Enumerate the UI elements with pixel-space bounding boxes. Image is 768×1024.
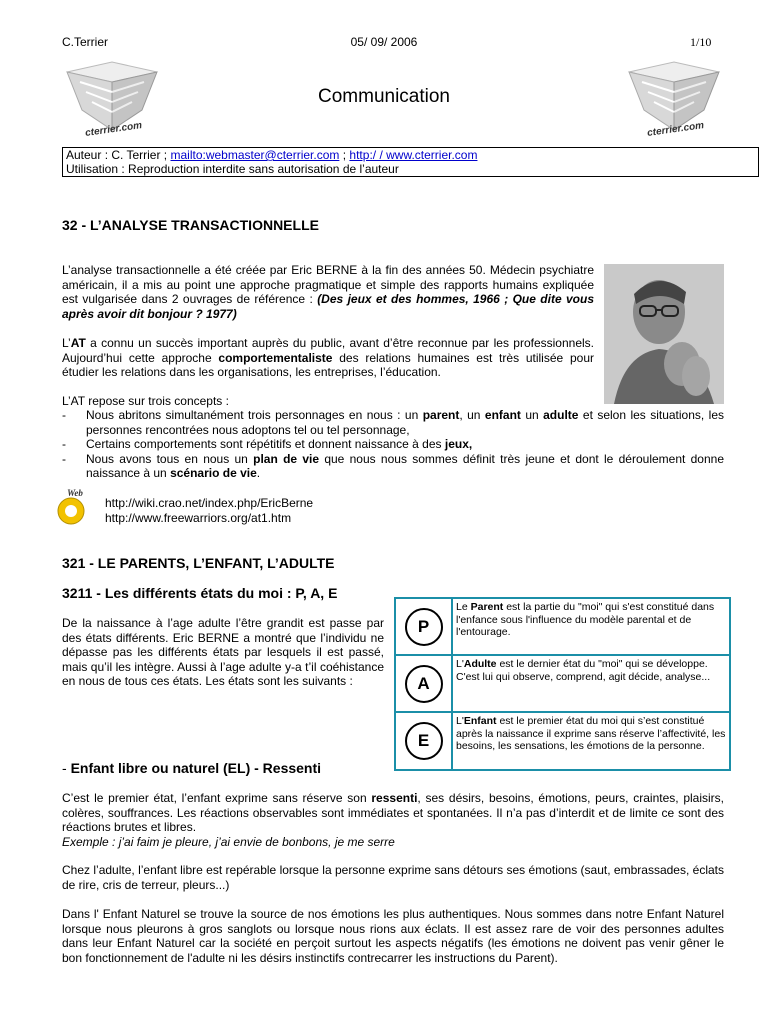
state-letter-p: P xyxy=(405,608,443,646)
enfant-libre-heading: - Enfant libre ou naturel (EL) - Ressenti xyxy=(62,760,322,776)
books-reference: (Des jeux et des hommes, 1966 ; Que dite vous après avoir dit bonjour ? 1977) xyxy=(62,292,595,321)
adult-child-paragraph: Chez l’adulte, l’enfant libre est repérable lorsque la personne exprime sans détours ses émotions (saut, embrassades, éclats de rire, cris de terreur, pleurs...) xyxy=(62,863,724,892)
concepts-list xyxy=(62,408,724,481)
usage-line: Utilisation : Reproduction interdite sans autorisation de l’auteur xyxy=(66,162,399,176)
document-title: Communication xyxy=(318,86,450,107)
state-letter-a: A xyxy=(405,665,443,703)
state-desc-child: L'Enfant est le premier état du moi qui s’est constitué après la naissance il exprime sans réserve l’affectivité, les besoins, les sensations, les émotions de la personne. xyxy=(456,715,726,752)
email-link[interactable]: mailto:webmaster@cterrier.com xyxy=(170,148,340,162)
eric-berne-photo xyxy=(604,264,724,404)
state-desc-parent: Le Parent est la partie du "moi" qui s'est constitué dans l'enfance sous l'influence du modèle parental et de l'entourage. xyxy=(456,601,715,638)
state-letter-e: E xyxy=(405,722,443,760)
state-row-adult xyxy=(396,656,729,713)
concepts-intro: L’AT repose sur trois concepts : xyxy=(62,394,229,408)
states-intro-paragraph: De la naissance à l’age adulte l’être grandit est passe par des états différents. Eric BERNE a montré que l’individu ne dépasse pas les différents états par lesquels il est passé, mais qu’il les intègre. Aussi à l’age adulte y-a t’il coéhistance en nous de tous ces états. Les états sont les suivants : xyxy=(62,616,384,688)
web-link-icon xyxy=(55,487,95,527)
author-info-box xyxy=(62,147,759,177)
header-date: 05/ 09/ 2006 xyxy=(350,35,418,49)
svg-text:Web: Web xyxy=(67,488,83,498)
section-321-heading: 321 - LE PARENTS, L’ENFANT, L’ADULTE xyxy=(62,555,335,571)
list-item: - Nous abritons simultanément trois personnages en nous : un parent, un enfant un adulte et selon les situations, les personnes rencontrées nous adoptons tel ou tel personnage, xyxy=(62,408,725,437)
link-separator: ; xyxy=(342,148,347,162)
header-author: C.Terrier xyxy=(62,35,109,49)
link-freewarriors[interactable]: http://www.freewarriors.org/at1.htm xyxy=(105,510,292,525)
svg-text:cterrier.com: cterrier.com xyxy=(84,120,143,139)
at-paragraph: L’AT a connu un succès important auprès du public, avant d’être reconnue par les professionnels. Aujourd’hui cette approche comportementaliste des relations humaines est très utilisée pour étudier les relations dans les organisations, les entreprises, l’éducation. xyxy=(62,336,594,379)
state-row-parent xyxy=(396,599,729,656)
natural-child-paragraph: Dans l' Enfant Naturel se trouve la source de nos émotions les plus authentiques. Nous sommes dans notre Enfant Naturel lorsque nous pleurons à gros sanglots ou lorsque nous rions aux éclats. Il est assez rare de voir des personnes adultes dans leur Enfant Naturel car la société en perçoit surtout les aspects négatifs (les émotions ne doivent pas venir gêner le bon fonctionnement de l'adulte ni les désirs instinctifs contrecarrer les instructions du Parent). xyxy=(62,907,724,965)
state-row-child xyxy=(396,713,729,769)
section-3211-heading: 3211 - Les différents états du moi : P, A, E xyxy=(62,585,338,601)
list-item: - Certains comportements sont répétitifs et donnent naissance à des jeux, xyxy=(62,437,473,451)
svg-text:cterrier.com: cterrier.com xyxy=(646,120,705,139)
reference-links xyxy=(105,496,313,525)
intro-paragraph: L’analyse transactionnelle a été créée par Eric BERNE à la fin des années 50. Médecin psychiatre américain, il a mis au point une approche pragmatique et simple des rapports humains expliquée est vulgarisée dans 2 ouvrages de référence : (Des jeux et des hommes, 1966 ; Que dite vous après avoir dit bonjour ? 1977) xyxy=(62,263,595,321)
link-wiki[interactable]: http://wiki.crao.net/index.php/EricBerne xyxy=(105,496,314,510)
enfant-libre-paragraph: C’est le premier état, l’enfant exprime sans réserve son ressenti, ses désirs, besoins, émotions, peurs, craintes, plaisirs, colères, souffrances. Les réactions observables sont immédiates et spontanées. Il n’a pas d’interdit et de limite ce sont des réactions brutes et libres. Exemple : j’ai faim je pleure, j’ai envie de bonbons, je me serre xyxy=(62,791,724,849)
ego-states-table xyxy=(394,597,731,771)
author-line xyxy=(66,148,755,162)
website-link[interactable]: http:/ / www.cterrier.com xyxy=(349,148,478,162)
list-item: - Nous avons tous en nous un plan de vie que nous nous sommes définit très jeune et dont le déroulement donne naissance à un scénario de vie. xyxy=(62,451,724,480)
example-text: Exemple : j’ai faim je pleure, j’ai envie de bonbons, je me serre xyxy=(62,834,395,849)
author-prefix: Auteur : C. Terrier ; xyxy=(66,148,168,162)
state-desc-adult: L'Adulte est le dernier état du "moi" qui se développe. C'est lui qui observe, comprend, agit décide, analyse... xyxy=(456,658,711,683)
section-32-heading: 32 - L’ANALYSE TRANSACTIONNELLE xyxy=(62,217,319,233)
header-page-number: 1/10 xyxy=(690,35,712,49)
